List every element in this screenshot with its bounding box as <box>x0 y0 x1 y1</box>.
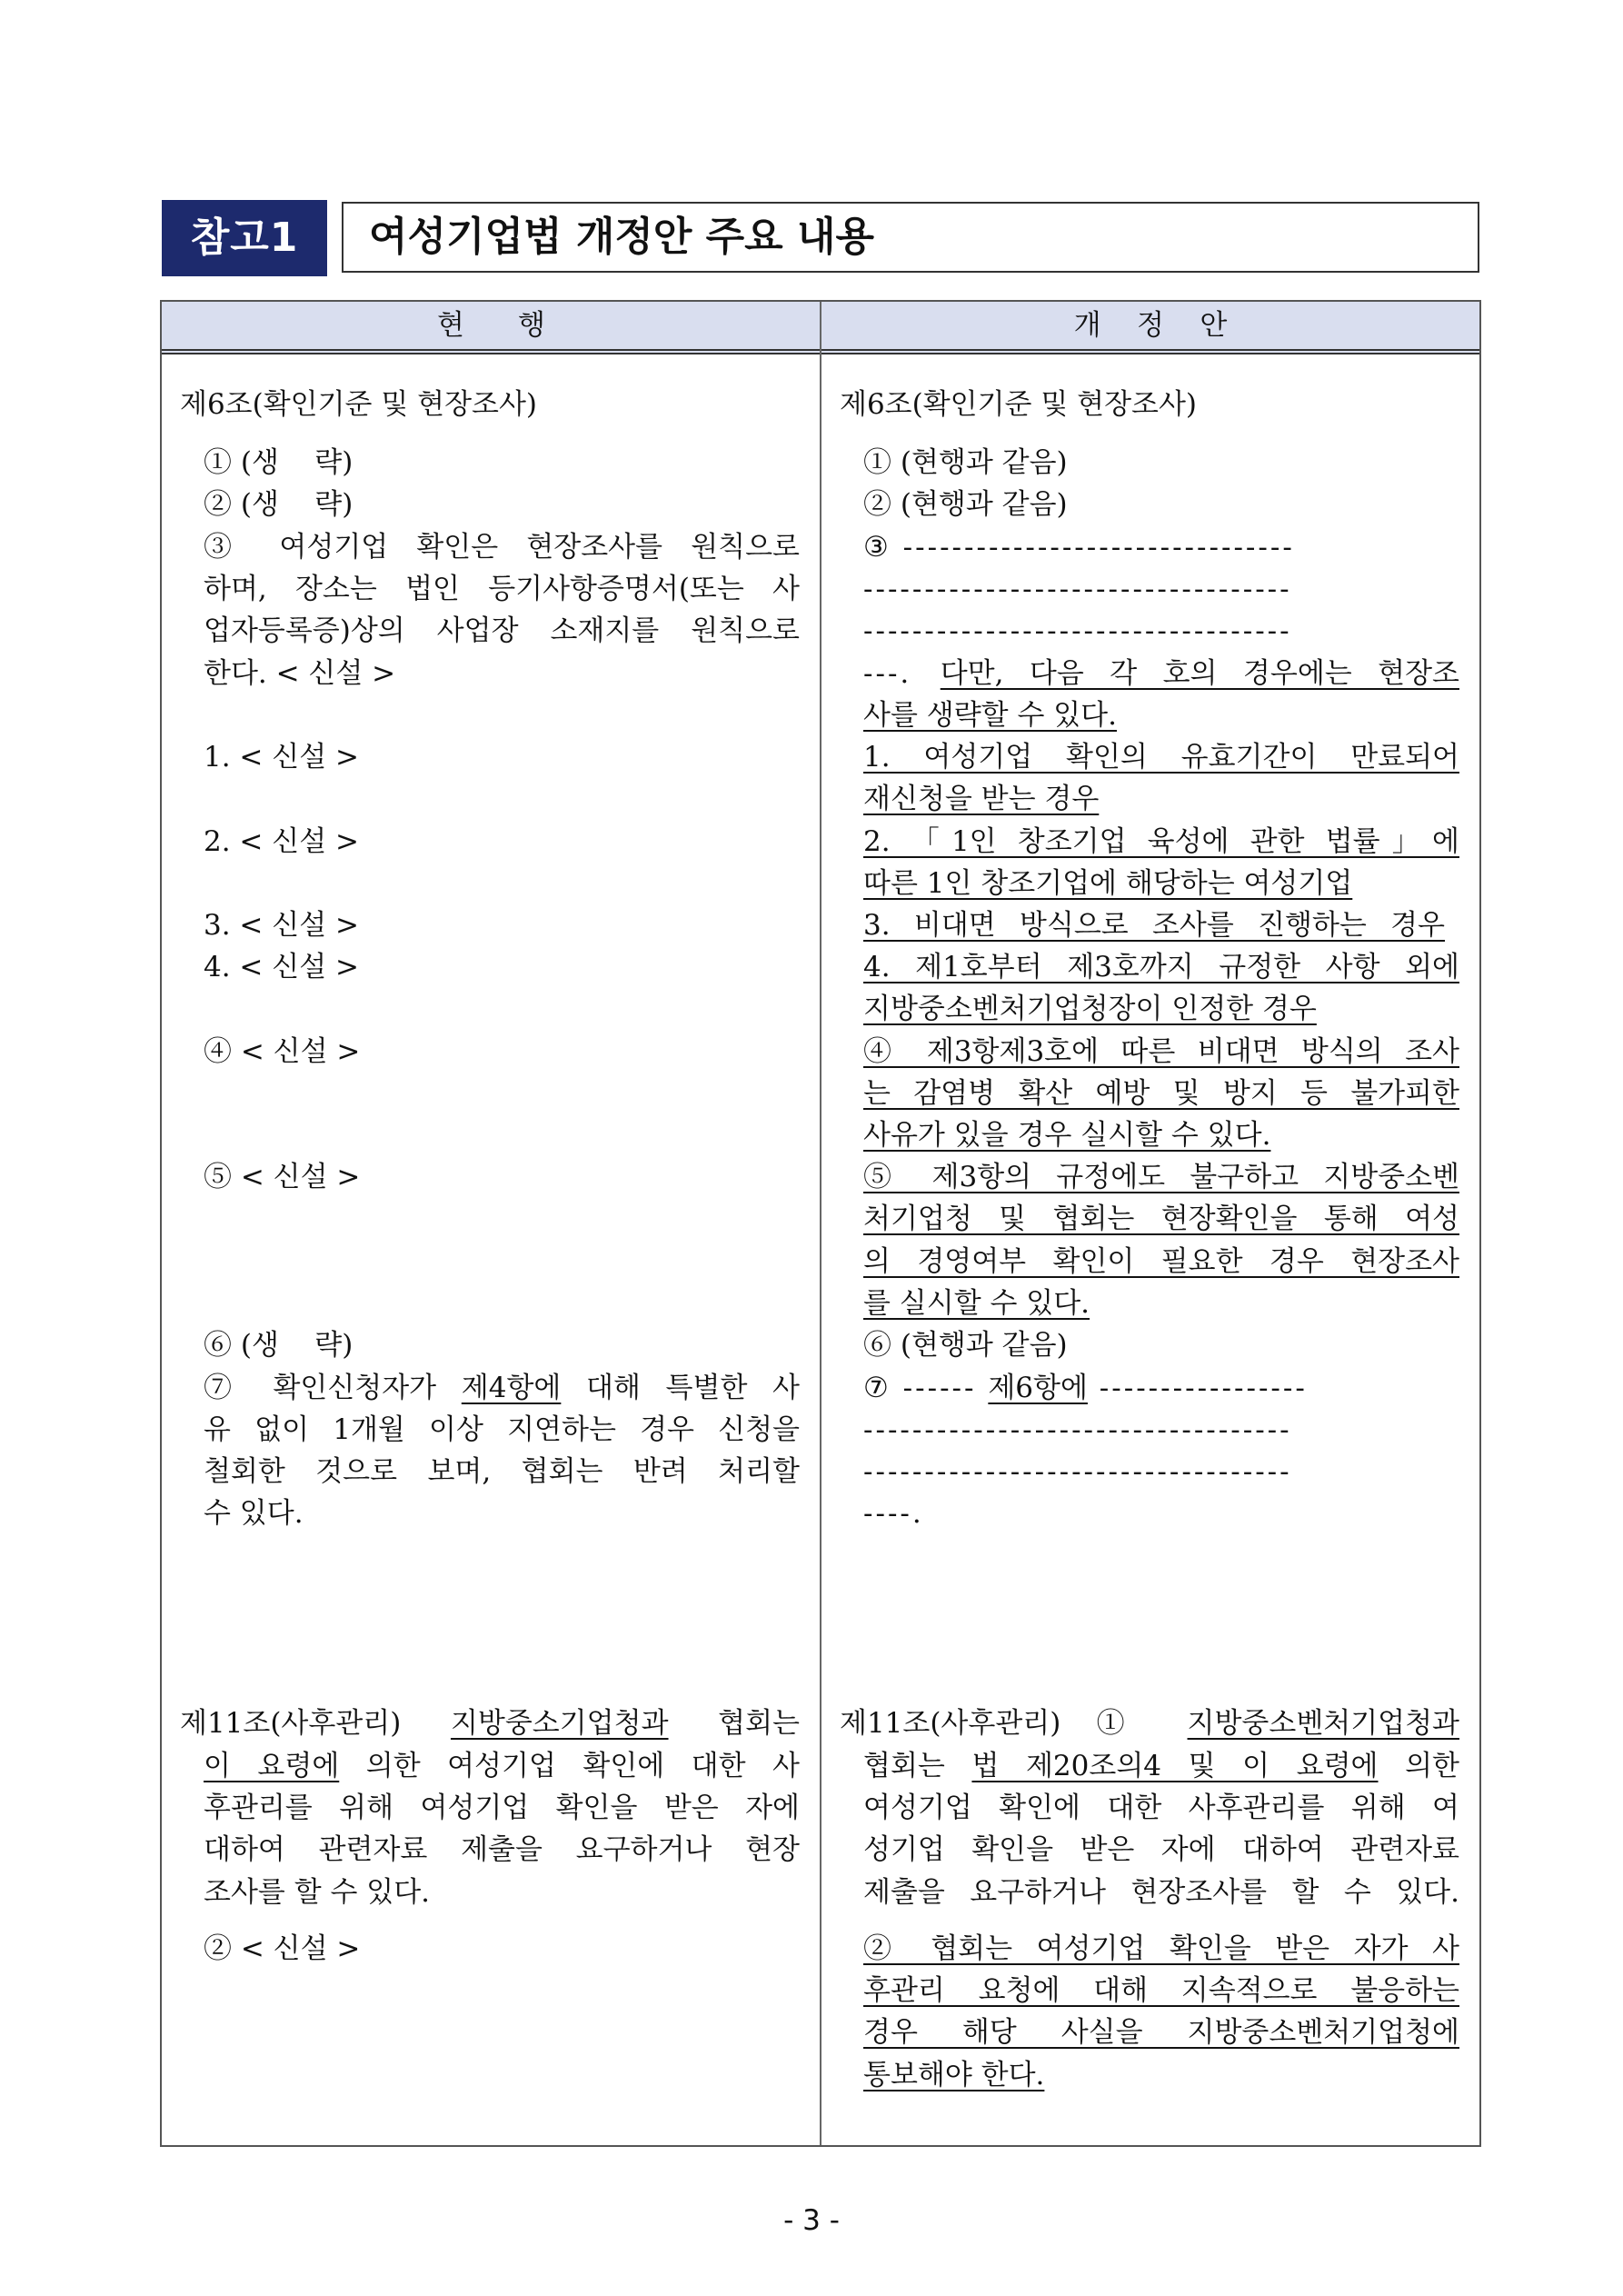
revised-p3-proviso: 다만, 다음 각 호의 경우에는 현장조 <box>940 657 1459 690</box>
revised-item-3: 3. 비대면 방식으로 조사를 진행하는 경우 <box>863 909 1445 942</box>
reference-badge: 참고1 <box>162 200 327 276</box>
revised-item-4-line1: 4. 제1호부터 제3호까지 규정한 사항 외에 <box>863 951 1459 983</box>
section-title: 여성기업법 개정안 주요 내용 <box>342 202 1479 273</box>
revised-art11-law-ref: 법 제20조의4 및 이 요령에 <box>971 1750 1379 1782</box>
revised-p7-line3: ----------------------------------- <box>863 1455 1292 1488</box>
revised-p7-line1: ⑦ ------ 제6항에 ----------------- <box>863 1372 1308 1404</box>
current-item-4: 4. < 신설 > <box>204 951 359 983</box>
revised-art6-title: 제6조(확인기준 및 현장조사) <box>840 388 1198 421</box>
revised-item-2-line1: 2. 「1인 창조기업 육성에 관한 법률」에 <box>863 825 1459 858</box>
section-heading <box>162 200 1481 276</box>
revised-p5-line1: ⑤ 제3항의 규정에도 불구하고 지방중소벤 <box>863 1161 1459 1193</box>
revised-item-2-line2: 따른 1인 창조기업에 해당하는 여성기업 <box>863 867 1353 900</box>
revised-item-1-line1: 1. 여성기업 확인의 유효기간이 만료되어 <box>863 741 1459 774</box>
header-current: 현 행 <box>436 309 546 342</box>
current-art11-line5: 조사를 할 수 있다. <box>204 1876 431 1909</box>
current-p1: ① (생 략) <box>204 446 353 479</box>
revised-p3-line2: ----------------------------------- <box>863 573 1292 605</box>
revised-art11-p2-line3: 경우 해당 사실을 지방중소벤처기업청에 <box>863 2016 1459 2049</box>
current-column <box>162 302 820 2145</box>
revised-p3-line3: ----------------------------------- <box>863 614 1292 647</box>
current-item-1: 1. < 신설 > <box>204 741 359 774</box>
current-p3-line1: ③ 여성기업 확인은 현장조사를 원칙으로 <box>204 531 800 564</box>
revised-art11-line4: 성기업 확인을 받은 자에 대하여 관련자료 <box>863 1833 1459 1866</box>
current-art11-p2: ② < 신설 > <box>204 1932 361 1965</box>
current-art11-line3: 후관리를 위해 여성기업 확인을 받은 자에 <box>204 1792 800 1824</box>
revised-art11-p2-line2: 후관리 요청에 대해 지속적으로 불응하는 <box>863 1974 1459 2007</box>
revised-art11-line3: 여성기업 확인에 대한 사후관리를 위해 여 <box>863 1792 1459 1824</box>
current-art11-rule: 이 요령에 <box>204 1750 340 1782</box>
revised-art11-line2: 협회는 법 제20조의4 및 이 요령에 의한 <box>863 1750 1459 1782</box>
current-p3-line4: 한다. < 신설 > <box>204 657 396 690</box>
revised-p7-line2: ----------------------------------- <box>863 1413 1292 1446</box>
revised-column <box>821 302 1479 2145</box>
revised-p5-line3: 의 경영여부 확인이 필요한 경우 현장조사 <box>863 1245 1459 1278</box>
current-p7-ref: 제4항에 <box>461 1372 562 1404</box>
current-p3-line3: 업자등록증)상의 사업장 소재지를 원칙으로 <box>204 614 800 647</box>
current-p3-line2: 하며, 장소는 법인 등기사항증명서(또는 사 <box>204 573 800 605</box>
revised-p4-line3: 사유가 있을 경우 실시할 수 있다. <box>863 1119 1271 1152</box>
revised-art11-office: 지방중소벤처기업청과 <box>1187 1707 1459 1740</box>
revised-p5-line4: 를 실시할 수 있다. <box>863 1287 1090 1320</box>
revised-p3-line5: 사를 생략할 수 있다. <box>863 699 1117 732</box>
header-revised: 개 정 안 <box>1073 309 1228 342</box>
current-p7-line4: 수 있다. <box>204 1497 304 1530</box>
revised-art11-line5: 제출을 요구하거나 현장조사를 할 수 있다. <box>863 1876 1459 1909</box>
comparison-table <box>160 300 1481 2147</box>
current-art11-line1: 제11조(사후관리) 지방중소기업청과 협회는 <box>180 1707 800 1740</box>
current-p7-line2: 유 없이 1개월 이상 지연하는 경우 신청을 <box>204 1413 800 1446</box>
revised-p7-ref: 제6항에 <box>988 1372 1088 1404</box>
current-item-2: 2. < 신설 > <box>204 825 359 858</box>
current-p7-line1: ⑦ 확인신청자가 제4항에 대해 특별한 사 <box>204 1372 800 1404</box>
revised-p4-line2: 는 감염병 확산 예방 및 방지 등 불가피한 <box>863 1077 1459 1110</box>
current-p6: ⑥ (생 략) <box>204 1329 353 1362</box>
revised-p3-line4: ---. 다만, 다음 각 호의 경우에는 현장조 <box>863 657 1459 690</box>
revised-p1: ① (현행과 같음) <box>863 446 1068 479</box>
revised-art11-p2-line4: 통보해야 한다. <box>863 2059 1045 2091</box>
revised-p6: ⑥ (현행과 같음) <box>863 1329 1068 1362</box>
current-item-3: 3. < 신설 > <box>204 909 359 942</box>
current-p7-line3: 철회한 것으로 보며, 협회는 반려 처리할 <box>204 1455 800 1488</box>
revised-p7-line4: ----. <box>863 1497 924 1530</box>
revised-art11-line1: 제11조(사후관리) ① 지방중소벤처기업청과 <box>840 1707 1459 1740</box>
current-art11-office: 지방중소기업청과 <box>450 1707 669 1740</box>
revised-p2: ② (현행과 같음) <box>863 488 1068 521</box>
current-art11-line2: 이 요령에 의한 여성기업 확인에 대한 사 <box>204 1750 800 1782</box>
revised-item-1-line2: 재신청을 받는 경우 <box>863 783 1100 815</box>
page-number: - 3 - <box>783 2204 840 2237</box>
revised-p3-line1: ③ -------------------------------- <box>863 531 1295 564</box>
revised-item-4-line2: 지방중소벤처기업청장이 인정한 경우 <box>863 993 1317 1025</box>
current-p4: ④ < 신설 > <box>204 1035 361 1068</box>
current-art6-title: 제6조(확인기준 및 현장조사) <box>180 388 538 421</box>
current-art11-line4: 대하여 관련자료 제출을 요구하거나 현장 <box>204 1833 800 1866</box>
revised-p4-line1: ④ 제3항제3호에 따른 비대면 방식의 조사 <box>863 1035 1459 1068</box>
current-p5: ⑤ < 신설 > <box>204 1161 361 1193</box>
revised-p5-line2: 처기업청 및 협회는 현장확인을 통해 여성 <box>863 1203 1459 1235</box>
revised-art11-p2-line1: ② 협회는 여성기업 확인을 받은 자가 사 <box>863 1932 1459 1965</box>
current-p2: ② (생 략) <box>204 488 353 521</box>
